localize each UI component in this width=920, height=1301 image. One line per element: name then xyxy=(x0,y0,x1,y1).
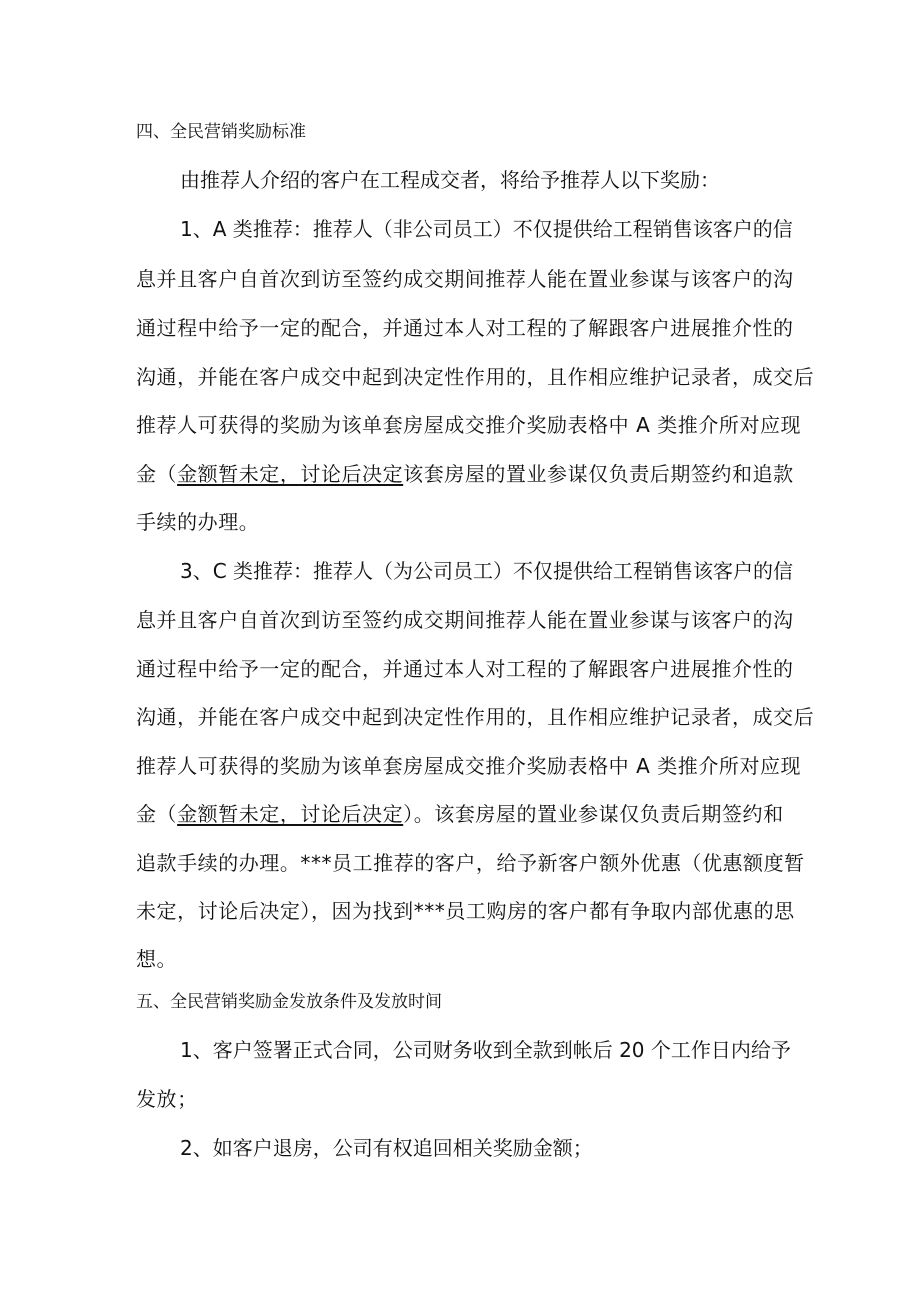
item-c-amount-note: 金额暂未定，讨论后决定 xyxy=(177,802,404,826)
item-a-line-3: 通过程中给予一定的配合，并通过本人对工程的了解跟客户进展推介性的 xyxy=(136,316,794,340)
section-4-heading: 四、全民营销奖励标准 xyxy=(136,122,306,142)
item-a-line-2: 息并且客户自首次到访至签约成交期间推荐人能在置业参谋与该客户的沟 xyxy=(136,267,794,291)
item-a-line-6-post: 该套房屋的置业参谋仅负责后期签约和追款 xyxy=(403,462,794,486)
item-c-line-8: 未定，讨论后决定），因为找到***员工购房的客户都有争取内部优惠的思 xyxy=(136,899,795,923)
item-a-line-1: 1、A 类推荐：推荐人（非公司员工）不仅提供给工程销售该客户的信 xyxy=(180,217,793,241)
item-a-line-6 xyxy=(136,459,794,489)
item-c-line-6-post: ）。该套房屋的置业参谋仅负责后期签约和 xyxy=(403,802,784,826)
item-a-amount-note: 金额暂未定，讨论后决定 xyxy=(177,462,404,486)
section-5-item-1-line-2: 发放； xyxy=(136,1087,198,1111)
item-c-line-5: 推荐人可获得的奖励为该单套房屋成交推介奖励表格中 A 类推介所对应现 xyxy=(136,754,802,778)
item-c-line-6 xyxy=(136,799,784,829)
item-c-line-7: 追款手续的办理。***员工推荐的客户，给予新客户额外优惠（优惠额度暂 xyxy=(136,851,805,875)
item-a-line-5: 推荐人可获得的奖励为该单套房屋成交推介奖励表格中 A 类推介所对应现 xyxy=(136,413,802,437)
item-c-line-1: 3、C 类推荐：推荐人（为公司员工）不仅提供给工程销售该客户的信 xyxy=(180,559,794,583)
item-c-line-4: 沟通，并能在客户成交中起到决定性作用的，且作相应维护记录者，成交后 xyxy=(136,705,815,729)
section-5-item-2: 2、如客户退房，公司有权追回相关奖励金额； xyxy=(180,1136,593,1160)
section-5-item-1-line-1: 1、客户签署正式合同，公司财务收到全款到帐后 20 个工作日内给予 xyxy=(180,1038,791,1062)
item-c-line-9: 想。 xyxy=(136,947,178,971)
item-a-line-4: 沟通，并能在客户成交中起到决定性作用的，且作相应维护记录者，成交后 xyxy=(136,365,815,389)
item-a-line-7: 手续的办理。 xyxy=(136,510,260,534)
item-a-line-6-pre: 金（ xyxy=(136,462,178,486)
section-5-heading: 五、全民营销奖励金发放条件及发放时间 xyxy=(136,992,442,1012)
section-4-intro: 由推荐人介绍的客户在工程成交者，将给予推荐人以下奖励： xyxy=(180,168,720,192)
item-c-line-6-pre: 金（ xyxy=(136,802,178,826)
item-c-line-2: 息并且客户自首次到访至签约成交期间推荐人能在置业参谋与该客户的沟 xyxy=(136,608,794,632)
item-c-line-3: 通过程中给予一定的配合，并通过本人对工程的了解跟客户进展推介性的 xyxy=(136,657,794,681)
